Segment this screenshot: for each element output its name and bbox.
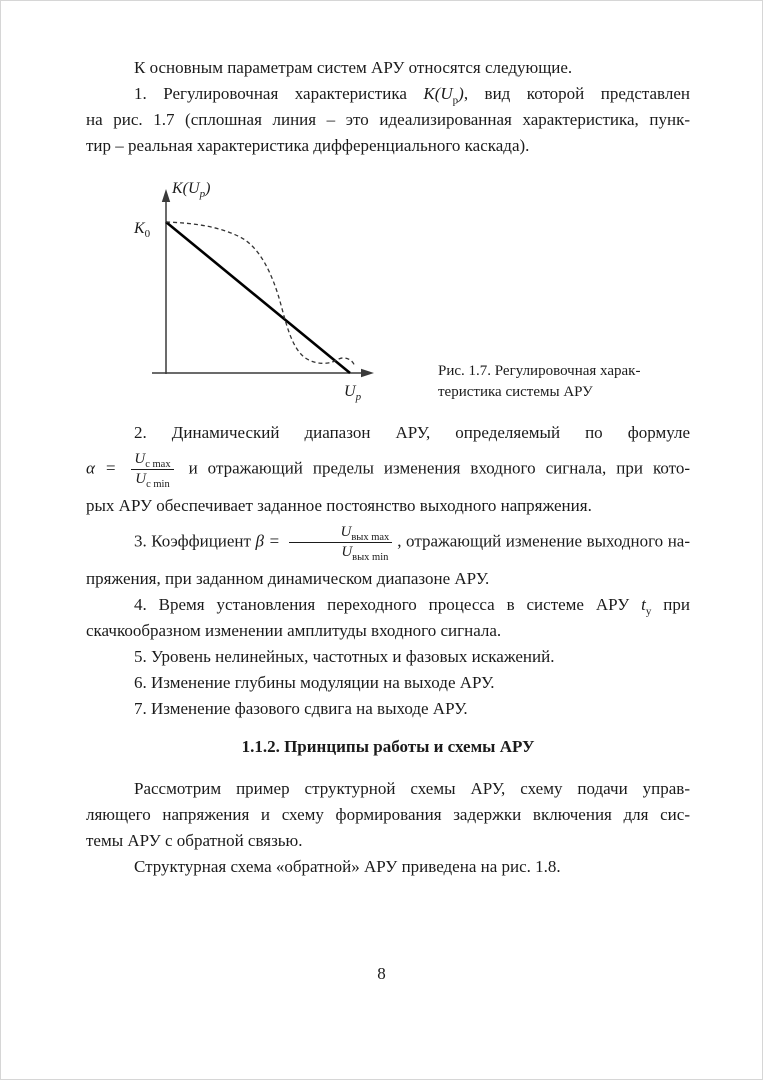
item5-line: 5. Уровень нелинейных, частотных и фазовых искажений. (134, 647, 555, 666)
t-settling-sub: у (645, 605, 652, 618)
regulation-characteristic-graph (88, 175, 388, 410)
item1-line1 (86, 81, 690, 107)
item7-line: 7. Изменение фазового сдвига на выходе АРУ. (134, 699, 468, 718)
alpha-equals: α = (86, 458, 127, 478)
figure-caption-line1: Рис. 1.7. Регулировочная харак- (438, 363, 641, 379)
item1-line2: на рис. 1.7 (сплошная линия – это идеализированная характеристика, пунк- (86, 110, 690, 129)
page-number: 8 (377, 964, 386, 983)
ideal-characteristic-line (166, 222, 350, 373)
fraction-denominator: $U_{вых min}$ (341, 544, 389, 563)
fraction-numerator: $U_{с max}$ (131, 451, 173, 470)
x-axis-label: $U_р$ (344, 383, 362, 403)
item2-formula-line: α = $\frac{U_{с max}}{U_{с min}}$ и отражающий пределы изменения входного сигнала, при кото- (86, 451, 690, 490)
figure-1-7 (86, 175, 690, 410)
intro-text: К основным параметрам систем АРУ относятся следующие. (134, 58, 573, 77)
figure-caption (438, 361, 688, 403)
math-k-of-up-close: ) (458, 84, 464, 103)
x-axis-arrow-icon (361, 369, 374, 377)
k0-label: $K_0$ (134, 220, 151, 240)
alpha-fraction (131, 451, 173, 488)
item3-formula-line: 3. Коэффициент β = $\frac{U_{вых max}}{U_{вых min}}$ , отражающий изменение выходного на- (134, 524, 690, 563)
item1-pre: 1. Регулировочная характеристика (134, 84, 424, 103)
beta-equals: β = (255, 531, 285, 551)
item2-line3: рых АРУ обеспечивает заданное постоянство выходного напряжения. (86, 496, 592, 515)
item4-line1: 4. Время установления переходного процесса в системе АРУ $t_у$ при (134, 595, 690, 618)
item1-line3: тир – реальная характеристика дифференциального каскада). (86, 136, 530, 155)
figure-caption-line2: теристика системы АРУ (438, 384, 593, 400)
section-heading: 1.1.2. Принципы работы и схемы АРУ (241, 737, 535, 756)
beta-fraction (289, 524, 392, 561)
body2-line3: темы АРУ с обратной связью. (86, 831, 303, 850)
math-k-of-up: K(U (423, 84, 453, 103)
item3-line2: пряжения, при заданном динамическом диапазоне АРУ. (86, 569, 490, 588)
item6-line: 6. Изменение глубины модуляции на выходе АРУ. (134, 673, 495, 692)
item2-line1: 2. Динамический диапазон АРУ, определяемый по формуле (134, 423, 690, 442)
fraction-numerator: $U_{вых max}$ (289, 524, 392, 543)
y-axis-arrow-icon (162, 189, 170, 202)
body2-line2: ляющего напряжения и схему формирования задержки включения для сис- (86, 805, 690, 824)
t-settling-symbol: t (641, 595, 646, 614)
page-content (1, 1, 762, 880)
intro-line (86, 55, 690, 81)
fraction-denominator: $U_{с min}$ (135, 471, 170, 490)
body2-line1: Рассмотрим пример структурной схемы АРУ, схему подачи управ- (134, 779, 690, 798)
item4-line2: скачкообразном изменении амплитуды входного сигнала. (86, 621, 502, 640)
body2-line4: Структурная схема «обратной» АРУ приведена на рис. 1.8. (134, 857, 561, 876)
item1-post: , вид которой представлен (463, 84, 690, 103)
y-axis-label: $K(U_р)$ (172, 180, 211, 200)
math-k-of-up-sub: р (452, 94, 459, 107)
